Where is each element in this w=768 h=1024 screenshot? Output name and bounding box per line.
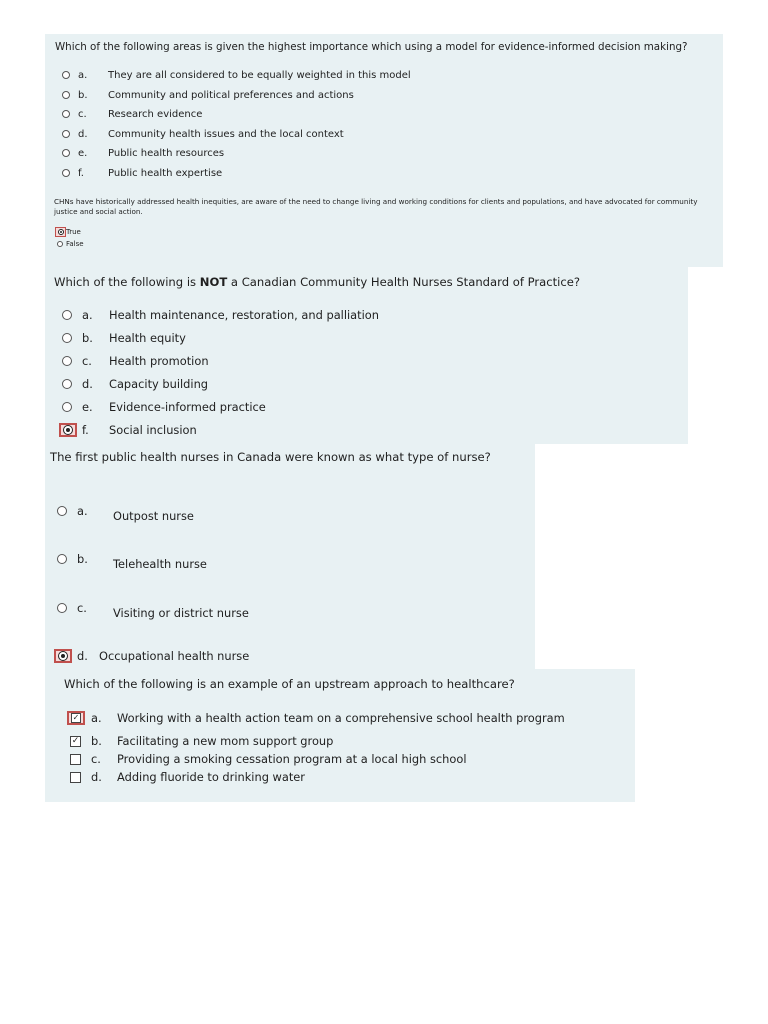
option-letter: b. [91,734,102,748]
q4-option-a[interactable] [70,709,565,727]
q4-option-b[interactable] [70,732,333,750]
option-label: Health promotion [109,354,209,368]
true-label: True [66,228,81,236]
true-option[interactable] [55,227,81,237]
option-letter: c. [91,752,101,766]
q2-option-d[interactable] [62,375,208,393]
option-label: Providing a smoking cessation program at a local high school [117,752,467,766]
q2-option-b[interactable] [62,329,186,347]
radio-icon[interactable] [62,310,72,320]
question-4-panel [45,669,635,802]
q2-option-e[interactable] [62,398,266,416]
option-label: Capacity building [109,377,209,391]
radio-icon[interactable] [62,169,70,177]
option-letter: b. [78,89,88,101]
q3-option-a[interactable] [57,504,194,525]
option-letter: a. [78,69,88,81]
radio-icon[interactable] [62,91,70,99]
q3-option-b[interactable] [57,552,207,573]
option-letter: c. [82,354,92,368]
selected-radio-icon[interactable] [55,227,66,237]
false-option[interactable] [55,240,84,248]
option-letter: b. [82,331,93,345]
question-2-panel [45,267,688,444]
radio-icon[interactable] [57,506,67,516]
radio-icon[interactable] [62,402,72,412]
option-letter: a. [82,308,93,322]
option-letter: f. [78,167,84,179]
q1-option-e[interactable] [62,146,224,160]
option-label: Evidence-informed practice [109,400,266,414]
checkbox-icon[interactable] [70,754,81,765]
radio-icon[interactable] [62,110,70,118]
option-letter: b. [77,552,88,566]
checkbox-icon[interactable]: ✓ [71,735,80,746]
question-3-prompt: The first public health nurses in Canada were known as what type of nurse? [50,450,491,464]
q1-option-b[interactable] [62,88,354,102]
option-letter: f. [82,423,89,437]
option-label: Public health expertise [108,167,223,179]
radio-icon[interactable] [62,130,70,138]
radio-icon[interactable] [62,356,72,366]
checkbox-icon[interactable] [70,772,81,783]
option-letter: e. [78,147,88,159]
radio-icon[interactable] [62,71,70,79]
q4-option-c[interactable] [70,750,466,768]
option-label: Visiting or district nurse [113,606,249,620]
option-label: Outpost nurse [113,509,194,523]
checkbox-icon[interactable]: ✓ [67,711,85,725]
option-label: They are all considered to be equally weighted in this model [108,69,411,81]
option-label: Adding fluoride to drinking water [117,770,305,784]
radio-icon[interactable] [62,149,70,157]
option-letter: a. [77,504,88,518]
true-false-prompt: CHNs have historically addressed health inequities, are aware of the need to change living and working conditions for clients and populations, and have advocated for community justice and social action. [54,197,698,216]
option-label: Telehealth nurse [113,557,207,571]
q3-option-d[interactable] [57,647,249,665]
option-label: Occupational health nurse [99,649,250,663]
question-2-prompt: Which of the following is NOT a Canadian Community Health Nurses Standard of Practice? [54,275,581,289]
radio-icon[interactable] [57,554,67,564]
q2-option-c[interactable] [62,352,209,370]
q3-option-c[interactable] [57,601,249,622]
option-label: Research evidence [108,108,203,120]
radio-icon[interactable] [62,333,72,343]
option-label: Public health resources [108,147,225,159]
option-label: Community and political preferences and actions [108,89,354,101]
q2-option-a[interactable] [62,306,379,324]
q1-option-d[interactable] [62,127,344,141]
option-label: Social inclusion [109,423,197,437]
option-label: Health maintenance, restoration, and palliation [109,308,379,322]
radio-icon[interactable] [57,603,67,613]
question-1-prompt: Which of the following areas is given the highest importance which using a model for evidence-informed decision making? [55,41,688,53]
radio-icon[interactable] [57,241,63,247]
option-letter: c. [78,108,87,120]
option-letter: a. [91,711,102,725]
q1-option-a[interactable] [62,68,411,82]
option-label: Working with a health action team on a comprehensive school health program [117,711,565,725]
option-label: Health equity [109,331,186,345]
option-letter: d. [77,649,88,663]
option-label: Community health issues and the local context [108,128,344,140]
question-4-prompt: Which of the following is an example of an upstream approach to healthcare? [64,677,515,691]
question-3-panel [45,444,535,669]
q1-option-c[interactable] [62,107,202,121]
q4-option-d[interactable] [70,768,305,786]
question-1-panel [45,34,723,267]
option-letter: d. [91,770,102,784]
option-letter: c. [77,601,87,615]
option-label: Facilitating a new mom support group [117,734,334,748]
radio-icon[interactable] [62,379,72,389]
option-letter: e. [82,400,93,414]
option-letter: d. [82,377,93,391]
option-letter: d. [78,128,88,140]
q1-option-f[interactable] [62,166,222,180]
false-label: False [66,240,84,248]
q2-option-f[interactable] [62,421,197,439]
